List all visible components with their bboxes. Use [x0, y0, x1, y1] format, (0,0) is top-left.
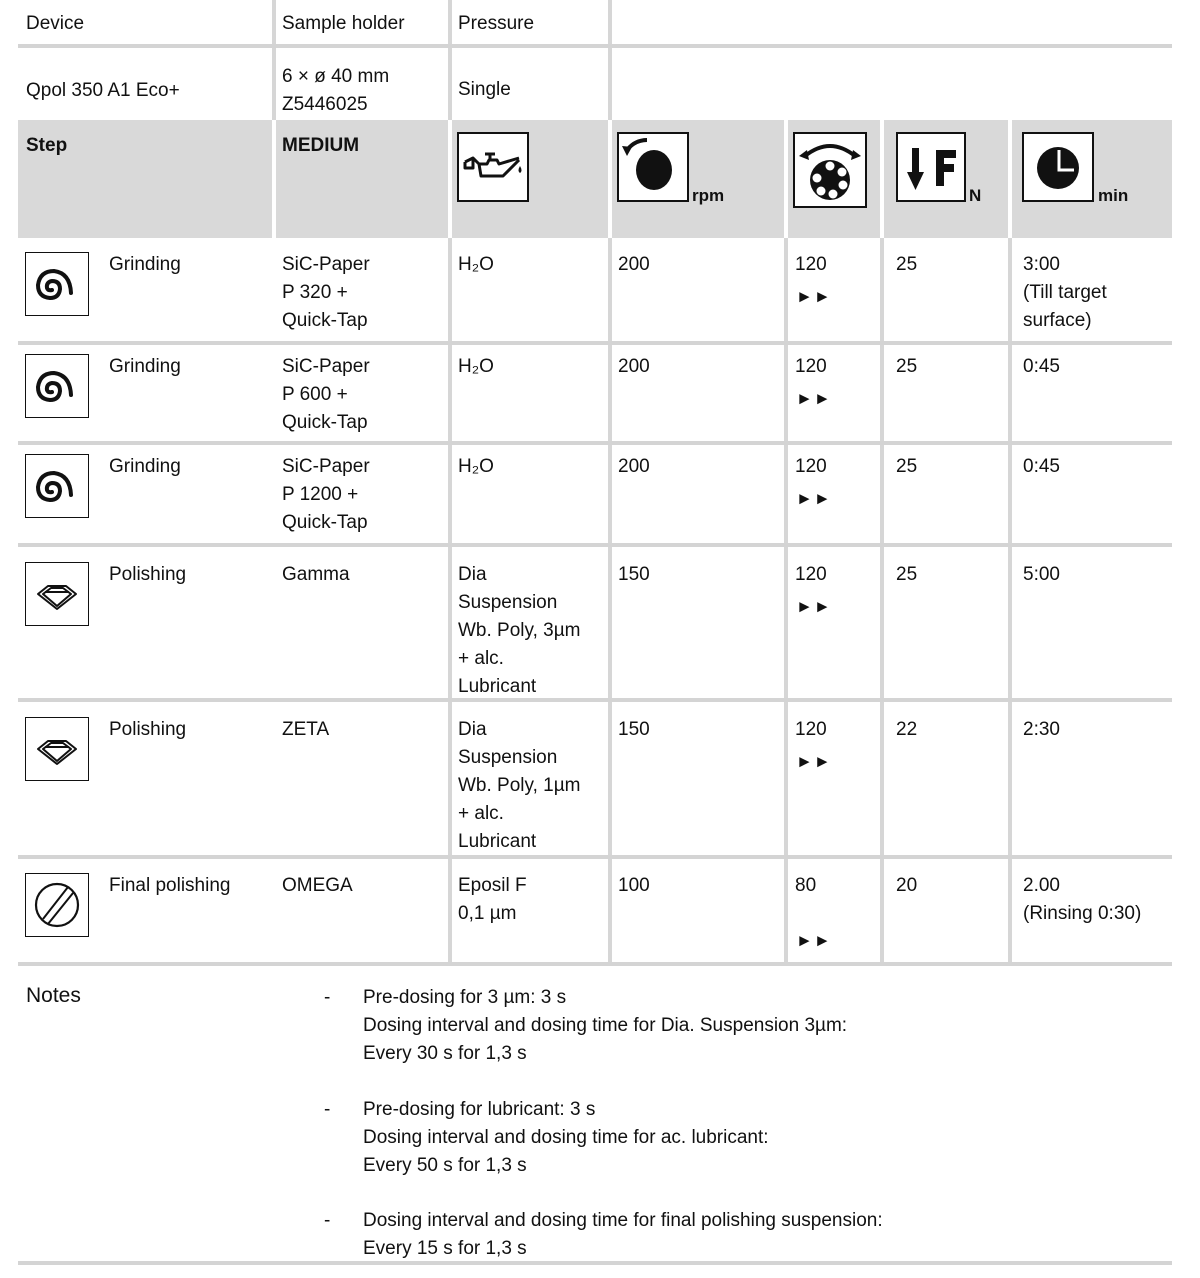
disc-rotation-icon — [617, 132, 689, 202]
medium-line: SiC-Paper — [282, 356, 370, 377]
step-holder-speed: 120 — [795, 564, 827, 585]
pressure-label: Pressure — [458, 13, 535, 34]
sample-holder-label: Sample holder — [282, 13, 405, 34]
medium-line: P 600 + — [282, 384, 348, 405]
step-medium — [282, 453, 370, 537]
step-lubricant — [458, 251, 494, 279]
step-name: Grinding — [109, 456, 181, 477]
step-force: 25 — [896, 254, 918, 275]
header-medium: MEDIUM — [282, 135, 360, 156]
step-name: Grinding — [109, 356, 181, 377]
note-text — [363, 984, 847, 1068]
step-force: 25 — [896, 456, 918, 477]
note-line: Every 15 s for 1,3 s — [363, 1238, 527, 1259]
divider — [18, 441, 1172, 445]
rotation-direction-icon: ►► — [796, 597, 832, 616]
clock-icon — [1022, 132, 1094, 202]
rotation-direction-icon: ►► — [796, 931, 832, 950]
note-text — [363, 1207, 883, 1263]
header-cell-holder-speed — [788, 120, 880, 238]
header-cell-force — [884, 120, 1008, 238]
rotation-direction-icon: ►► — [796, 752, 832, 771]
step-holder-speed: 120 — [795, 254, 827, 275]
note-text — [363, 1096, 769, 1180]
medium-line: Gamma — [282, 564, 350, 585]
lubricant-line: 0,1 µm — [458, 903, 517, 924]
header-cell-medium — [276, 120, 448, 238]
step-medium — [282, 251, 370, 335]
medium-line: SiC-Paper — [282, 254, 370, 275]
header-cell-speed — [612, 120, 784, 238]
time-unit: min — [1098, 186, 1129, 205]
device-label: Device — [26, 13, 85, 34]
step-speed: 150 — [618, 719, 650, 740]
divider — [18, 962, 1172, 966]
step-holder-speed: 120 — [795, 356, 827, 377]
step-holder-speed: 120 — [795, 719, 827, 740]
note-bullet: - — [324, 987, 331, 1008]
grinding-spiral-icon — [25, 252, 89, 316]
divider — [18, 698, 1172, 702]
step-force: 22 — [896, 719, 918, 740]
step-force: 25 — [896, 356, 918, 377]
sample-holder-value — [282, 63, 389, 119]
step-time — [1023, 251, 1107, 335]
divider — [608, 0, 612, 120]
medium-line: Quick-Tap — [282, 512, 368, 533]
notes-label: Notes — [26, 984, 81, 1007]
speed-unit: rpm — [692, 186, 725, 205]
time-line: (Rinsing 0:30) — [1023, 903, 1142, 924]
note-line: Every 30 s for 1,3 s — [363, 1043, 527, 1064]
time-line: surface) — [1023, 310, 1092, 331]
divider — [18, 543, 1172, 547]
step-speed: 200 — [618, 356, 650, 377]
note-line: Pre-dosing for lubricant: 3 s — [363, 1099, 596, 1120]
holder-rotation-icon — [793, 132, 867, 208]
lubricant-line: H₂O — [458, 356, 494, 377]
header-cell-step — [18, 120, 272, 238]
force-down-icon — [896, 132, 966, 202]
lubricant-line: + alc. — [458, 648, 504, 669]
divider — [18, 1261, 1172, 1265]
lubricant-line: Suspension — [458, 592, 558, 613]
note-line: Every 50 s for 1,3 s — [363, 1155, 527, 1176]
step-time — [1023, 353, 1060, 381]
note-line: Dosing interval and dosing time for final polishing suspension: — [363, 1210, 883, 1231]
medium-line: SiC-Paper — [282, 456, 370, 477]
lubricant-line: + alc. — [458, 803, 504, 824]
step-medium — [282, 872, 353, 900]
lubricant-line: Dia — [458, 564, 487, 585]
rotation-direction-icon: ►► — [796, 489, 832, 508]
lubricant-line: Lubricant — [458, 831, 537, 852]
divider — [448, 0, 452, 120]
note-line: Dosing interval and dosing time for ac. lubricant: — [363, 1127, 769, 1148]
time-line: 2:30 — [1023, 719, 1060, 740]
medium-line: OMEGA — [282, 875, 353, 896]
time-line: 2.00 — [1023, 875, 1060, 896]
lubricant-line: Wb. Poly, 3µm — [458, 620, 581, 641]
pressure-value: Single — [458, 79, 511, 100]
divider — [18, 855, 1172, 859]
lubricant-line: Suspension — [458, 747, 558, 768]
note-line: Dosing interval and dosing time for Dia. Suspension 3µm: — [363, 1015, 848, 1036]
note-bullet: - — [324, 1099, 331, 1120]
step-speed: 200 — [618, 456, 650, 477]
divider — [272, 0, 276, 120]
polishing-diamond-icon — [25, 562, 89, 626]
step-lubricant — [458, 716, 581, 856]
step-lubricant — [458, 872, 527, 928]
sample-holder-size: 6 × ø 40 mm — [282, 66, 390, 87]
time-line: 0:45 — [1023, 356, 1060, 377]
header-cell-time — [1012, 120, 1172, 238]
force-unit: N — [969, 186, 982, 205]
step-name: Polishing — [109, 719, 187, 740]
step-medium — [282, 353, 370, 437]
step-time — [1023, 872, 1141, 928]
step-speed: 100 — [618, 875, 650, 896]
rotation-direction-icon: ►► — [796, 389, 832, 408]
step-holder-speed: 80 — [795, 875, 817, 896]
sample-holder-code: Z5446025 — [282, 94, 368, 115]
step-lubricant — [458, 353, 494, 381]
lubricant-line: H₂O — [458, 254, 494, 275]
lubricant-line: Wb. Poly, 1µm — [458, 775, 581, 796]
step-medium — [282, 716, 329, 744]
step-time — [1023, 716, 1060, 744]
step-time — [1023, 561, 1060, 589]
medium-line: P 1200 + — [282, 484, 359, 505]
header-step: Step — [26, 135, 68, 156]
step-holder-speed: 120 — [795, 456, 827, 477]
time-line: 3:00 — [1023, 254, 1060, 275]
medium-line: P 320 + — [282, 282, 348, 303]
divider — [18, 341, 1172, 345]
lubricant-line: Dia — [458, 719, 487, 740]
grinding-spiral-icon — [25, 354, 89, 418]
rotation-direction-icon: ►► — [796, 287, 832, 306]
lubricant-line: Eposil F — [458, 875, 527, 896]
device-value: Qpol 350 A1 Eco+ — [26, 80, 180, 101]
header-cell-lubricant — [452, 120, 608, 238]
step-time — [1023, 453, 1060, 481]
step-speed: 200 — [618, 254, 650, 275]
step-medium — [282, 561, 350, 589]
step-force: 25 — [896, 564, 918, 585]
step-lubricant — [458, 453, 494, 481]
step-name: Grinding — [109, 254, 181, 275]
step-speed: 150 — [618, 564, 650, 585]
step-name: Final polishing — [109, 875, 231, 896]
step-lubricant — [458, 561, 581, 701]
note-bullet: - — [324, 1210, 331, 1231]
step-force: 20 — [896, 875, 918, 896]
time-line: 0:45 — [1023, 456, 1060, 477]
oil-can-icon — [457, 132, 529, 202]
polishing-diamond-icon — [25, 717, 89, 781]
medium-line: Quick-Tap — [282, 412, 368, 433]
medium-line: ZETA — [282, 719, 330, 740]
final-polishing-icon — [25, 873, 89, 937]
lubricant-line: Lubricant — [458, 676, 537, 697]
medium-line: Quick-Tap — [282, 310, 368, 331]
note-line: Pre-dosing for 3 µm: 3 s — [363, 987, 567, 1008]
lubricant-line: H₂O — [458, 456, 494, 477]
time-line: 5:00 — [1023, 564, 1060, 585]
divider — [18, 44, 1172, 48]
step-name: Polishing — [109, 564, 187, 585]
time-line: (Till target — [1023, 282, 1107, 303]
grinding-spiral-icon — [25, 454, 89, 518]
